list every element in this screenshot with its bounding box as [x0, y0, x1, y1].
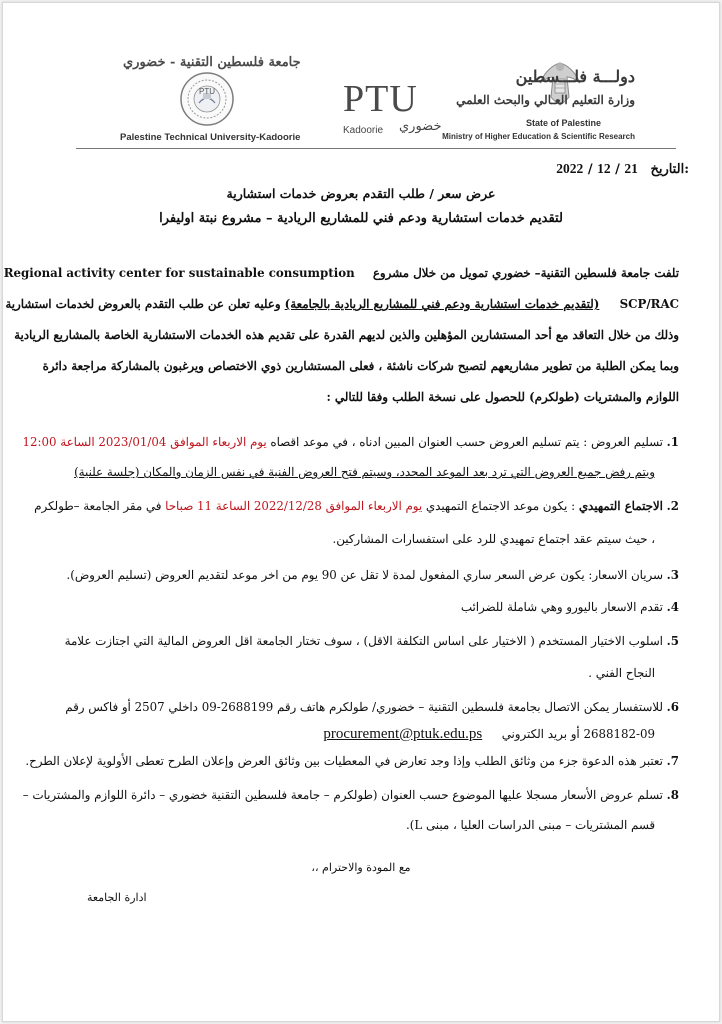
item-number: 8.	[666, 788, 679, 802]
item-1-deadline: يوم الاربعاء الموافق 2023/01/04 الساعة 12:00	[22, 435, 267, 449]
item-5-text: اسلوب الاختيار المستخدم ( الاختيار على اساس التكلفة الاقل) ، سوف تختار الجامعة اقل العروض المالية التي اجتازت علامة	[64, 634, 663, 648]
date-day: 21	[624, 161, 638, 176]
list-item-2	[34, 499, 679, 514]
item-8-continuation: قسم المشتريات – مبنى الدراسات العليا ، مبنى L).	[406, 818, 655, 832]
item-6-text: للاستفسار يمكن الاتصال بجامعة فلسطين التقنية – خضوري/ طولكرم هاتف رقم 2688199-09 داخلي 2507 أو فاكس رقم	[65, 700, 663, 714]
ministry-name-en: Ministry of Higher Education & Scientific Research	[442, 132, 635, 141]
item-number: 5.	[666, 634, 679, 648]
date-year: 2022	[556, 161, 584, 176]
item-number: 1.	[666, 435, 679, 449]
item-5-continuation: النجاح الفني .	[588, 666, 655, 680]
seal-ptu-label: PTU	[199, 87, 215, 96]
list-item-3	[66, 568, 679, 583]
list-item-5	[65, 634, 679, 649]
list-item-6	[65, 700, 679, 715]
intro-announcement: وعليه تعلن عن طلب التقدم بالعروض لخدمات استشارية	[5, 297, 281, 311]
list-item-4	[461, 600, 679, 615]
item-2-location: في مقر الجامعة –طولكرم	[34, 499, 162, 513]
item-number: 4.	[666, 600, 679, 614]
list-item-8	[23, 788, 679, 803]
university-seal-icon	[179, 71, 235, 127]
signature-block: ادارة الجامعة	[87, 891, 147, 904]
intro-purpose: (لتقديم خدمات استشارية ودعم فني للمشاريع الريادية بالجامعة)	[284, 297, 600, 311]
procurement-email-link[interactable]: procurement@ptuk.edu.ps	[323, 726, 483, 742]
item-1-continuation: ويتم رفض جميع العروض التي ترد بعد الموعد المحدد، وسيتم فتح العروض الفنية في نفس الزمان والمكان (جلسة علنية)	[74, 465, 655, 479]
ptu-logo-kadoorie: Kadoorie	[343, 125, 384, 136]
intro-line-4: وبما يمكن الطلبة من تطوير مشاريعهم لتصبح شركات ناشئة ، فعلى المستشارين ذوي الاختصاص ويرغبون بالمشاركة مراجعة دائرة	[42, 359, 679, 373]
closing-regards: مع المودة والاحترام ،،	[311, 861, 411, 874]
item-number: 3.	[666, 568, 679, 582]
university-name-ar: جامعة فلسطين التقنية - خضوري	[123, 55, 301, 70]
date-label: التاريخ:	[650, 162, 689, 177]
ministry-state-ar: دولـــة فلـــسطين	[515, 67, 635, 86]
item-number: 7.	[666, 754, 679, 768]
item-1-text: تسليم العروض : يتم تسليم العروض حسب العنوان المبين ادناه ، في موعد اقصاه	[270, 435, 663, 449]
intro-line-1	[4, 266, 679, 281]
document-title: عرض سعر / طلب التقدم بعروض خدمات استشارية	[226, 186, 496, 201]
intro-project-en: Regional activity center for sustainable consumption	[3, 266, 355, 280]
ministry-name-ar: وزارة التعليم العـالي والبحث العلمي	[456, 93, 635, 107]
intro-line-5: اللوازم والمشتريات (طولكرم) للحصول على نسخة الطلب وفقا للتالي :	[326, 390, 679, 404]
item-2-continuation: ، حيث سيتم عقد اجتماع تمهيدي للرد على استفسارات المشاركين.	[332, 532, 655, 546]
item-2-text: : يكون موعد الاجتماع التمهيدي	[425, 499, 576, 513]
item-8-text: تسلم عروض الأسعار مسجلا عليها الموضوع حسب العنوان (طولكرم – جامعة فلسطين التقنية خضوري – دائرة اللوازم والمشتريات –	[22, 788, 663, 802]
ptu-logo-ar: خضوري	[399, 119, 442, 134]
item-6-continuation	[323, 725, 655, 744]
item-2-meeting-time: يوم الاربعاء الموافق 2022/12/28 الساعة 11 صباحا	[165, 499, 423, 513]
intro-line-3: وذلك من خلال التعاقد مع أحد المستشارين المؤهلين والذين لديهم القدرة على تقديم هذه الخدمات الاستشارية الخاصة بالمشاريع الريادية	[14, 328, 679, 342]
intro-text-ar: تلفت جامعة فلسطين التقنية– خضوري تمويل من خلال مشروع	[372, 266, 679, 280]
item-number: 6.	[666, 700, 679, 714]
date-line: 2022 / 12 / 21 التاريخ:	[556, 161, 689, 177]
intro-line-2	[5, 297, 679, 312]
item-number: 2.	[666, 499, 679, 513]
item-2-heading: الاجتماع التمهيدي	[578, 499, 663, 513]
intro-scp-rac: SCP/RAC	[619, 297, 679, 311]
ministry-state-en: State of Palestine	[525, 118, 601, 128]
item-6-fax: 2688182-09 أو بريد الكتروني	[501, 727, 655, 741]
university-name-en: Palestine Technical University-Kadoorie	[120, 132, 301, 143]
document-page	[2, 2, 720, 1022]
date-month: 12	[597, 161, 611, 176]
ptu-logo-text: PTU	[343, 78, 418, 120]
header-divider	[76, 148, 676, 149]
document-subtitle: لتقديم خدمات استشارية ودعم فني للمشاريع الريادية – مشروع نبتة اوليفرا	[159, 211, 563, 226]
list-item-1	[23, 435, 680, 450]
item-3-text: سريان الاسعار: يكون عرض السعر ساري المفعول لمدة لا تقل عن 90 يوم من اخر موعد لتقديم العروض (تسليم العروض).	[66, 568, 663, 582]
item-7-text: تعتبر هذه الدعوة جزء من وثائق الطلب وإذا وجد تعارض في المعطيات بين وثائق العرض وإعلان الطرح تعطى الأولوية لإعلان الطرح.	[25, 754, 663, 768]
item-4-text: تقدم الاسعار باليورو وهي شاملة للضرائب	[460, 600, 663, 614]
list-item-7	[25, 754, 679, 769]
